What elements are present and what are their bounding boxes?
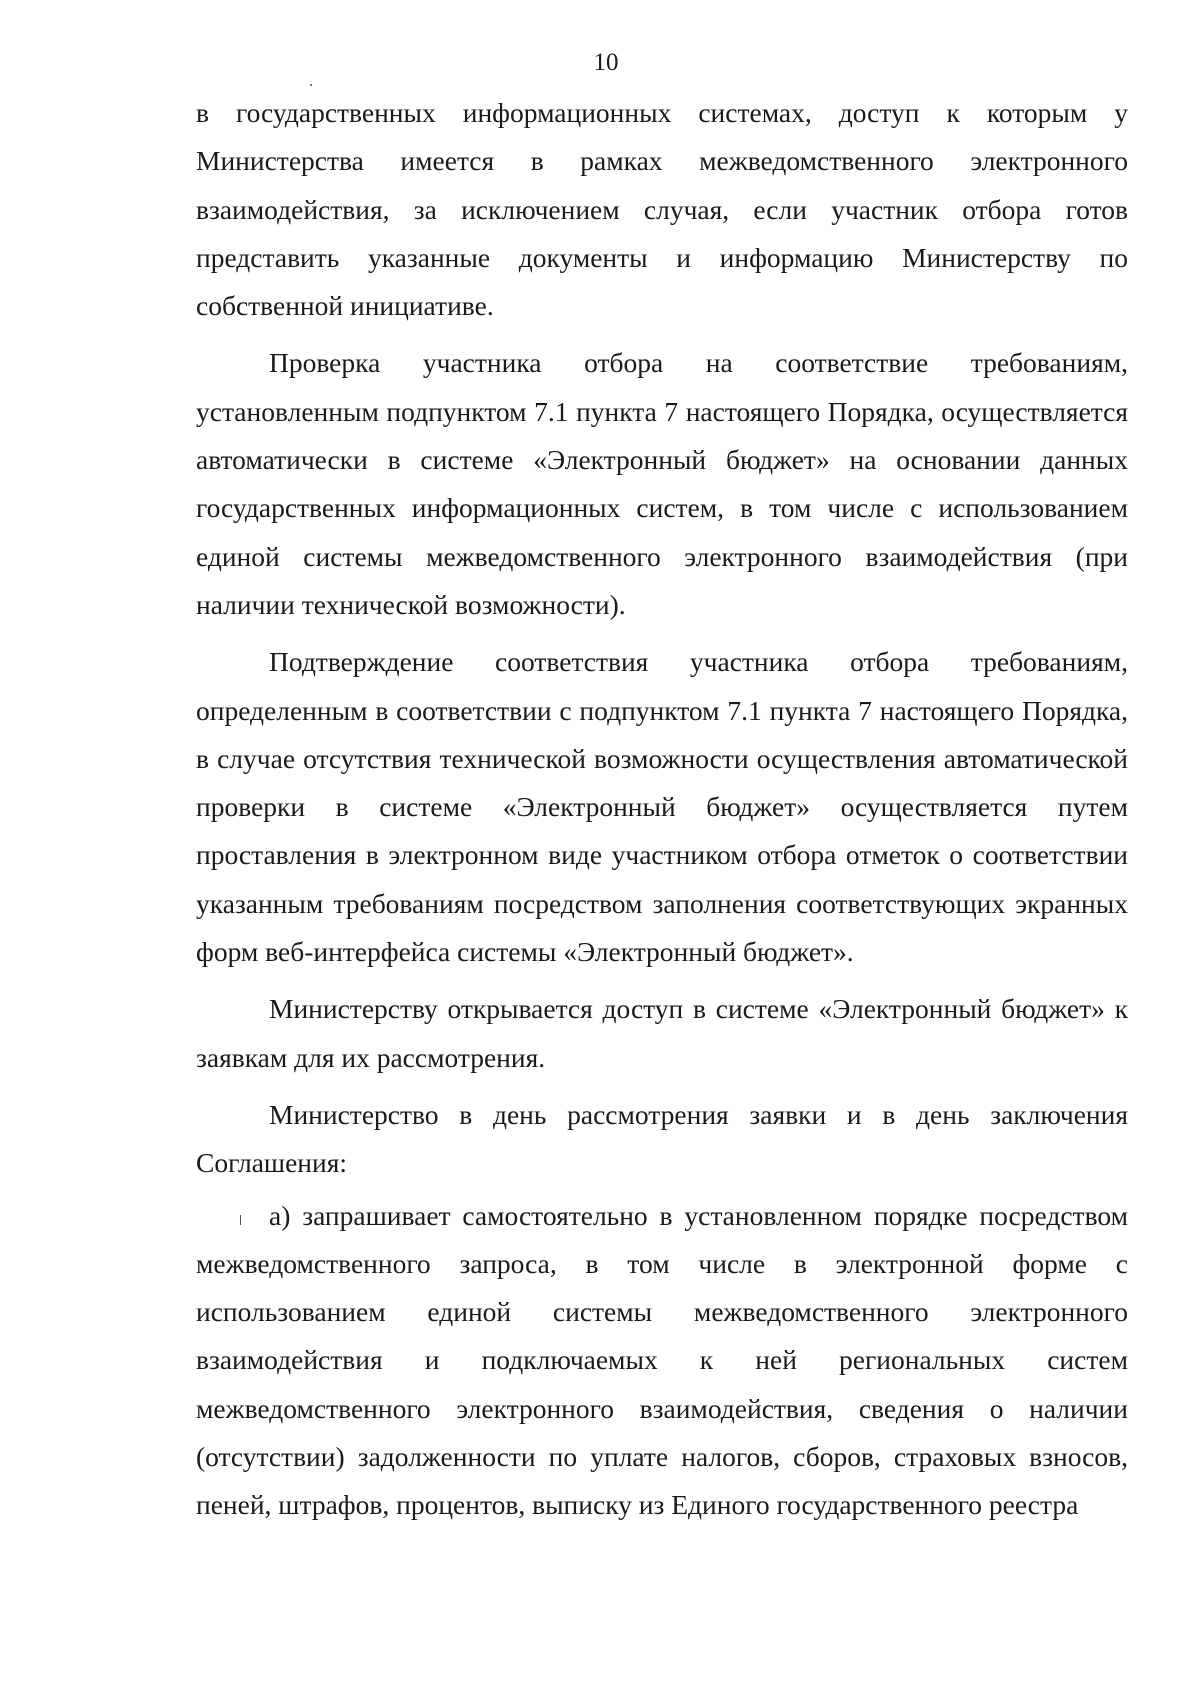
- scan-mark: [240, 1215, 241, 1225]
- paragraph-ministry: Министерство в день рассмотрения заявки и в день заключения Соглашения:: [196, 1098, 1128, 1179]
- page-number: 10: [593, 49, 619, 76]
- scan-speck: [310, 84, 312, 86]
- paragraph-item-a: а) запрашивает самостоятельно в установленном порядке посредством межведомственного запроса, в том числе в электронной форме с использованием единой системы межведомственного электронного взаимодействия и подключаемых к ней региональных систем межведомственного электронного взаимодействия, сведения о наличии (отсутствии) задолженности по уплате налогов, сборов, страховых взносов, пеней, штрафов, процентов, выписку из Единого государственного реестра: [196, 1199, 1128, 1521]
- paragraph-verification: Проверка участника отбора на соответствие требованиям, установленным подпунктом 7.1 пункта 7 настоящего Порядка, осуществляется автоматически в системе «Электронный бюджет» на основании данных государственных информационных систем, в том числе с использованием единой системы межведомственного электронного взаимодействия (при наличии технической возможности).: [196, 347, 1128, 620]
- paragraph-confirmation: Подтверждение соответствия участника отбора требованиям, определенным в соответствии с подпунктом 7.1 пункта 7 настоящего Порядка, в случае отсутствия технической возможности осуществления автоматической проверки в системе «Электронный бюджет» осуществляется путем проставления в электронном виде участником отбора отметок о соответствии указанным требованиям посредством заполнения соответствующих экранных форм веб-интерфейса системы «Электронный бюджет».: [196, 646, 1128, 968]
- document-body: [196, 89, 1128, 1530]
- paragraph-continuation: в государственных информационных системах, доступ к которым у Министерства имеется в рамках межведомственного электронного взаимодействия, за исключением случая, если участник отбора готов представить указанные документы и информацию Министерству по собственной инициативе.: [196, 97, 1128, 322]
- paragraph-access: Министерству открывается доступ в системе «Электронный бюджет» к заявкам для их рассмотрения.: [196, 993, 1128, 1073]
